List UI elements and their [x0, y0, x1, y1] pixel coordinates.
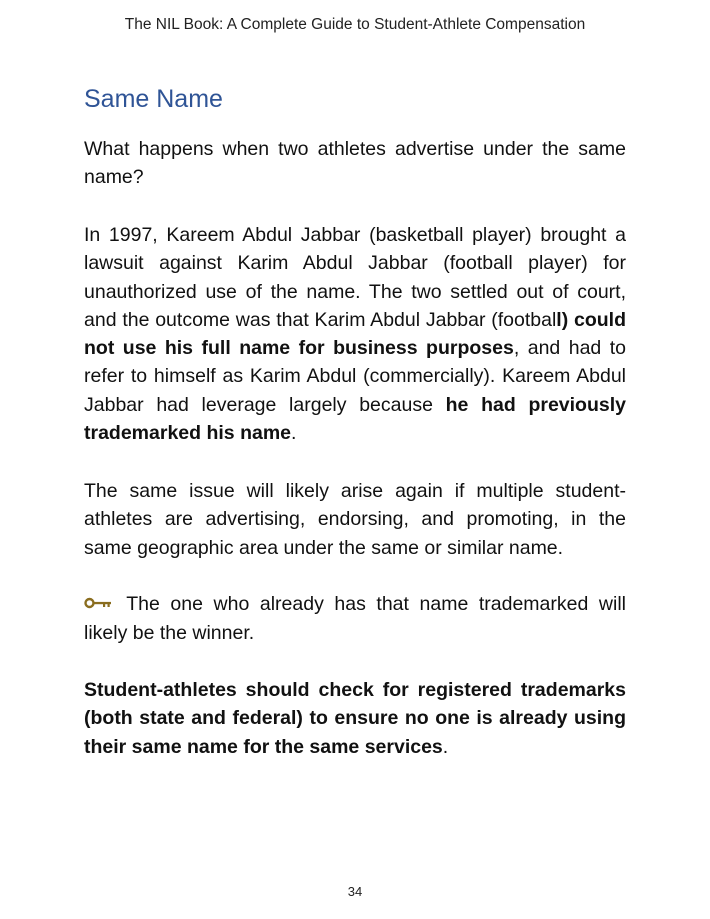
case-bold-2: he had previously trademarked his name: [84, 393, 626, 445]
advice-end: .: [442, 735, 449, 758]
paragraph-advice: [84, 676, 626, 761]
case-text-1: In 1997, Kareem Abdul Jabbar (basketball player) brought a lawsuit against Karim Abdul Jabbar (football player) for unauthorized use of the name. The two settled out of court, and the outcome was that Karim Abdul Jabbar (footbal: [84, 224, 626, 331]
advice-bold-text: Student-athletes should check for registered trademarks (both state and federal) to ensure no one is already using their same name for the same services: [84, 679, 626, 758]
case-bold-1: l) could not use his full name for business purposes: [84, 308, 626, 360]
case-text-3: .: [291, 422, 297, 445]
paragraph-case: [84, 221, 626, 447]
paragraph-key-point: [84, 590, 626, 647]
paragraph-question: What happens when two athletes advertise under the same name?: [84, 138, 626, 189]
running-header: The NIL Book: A Complete Guide to Student-Athlete Compensation: [124, 16, 586, 33]
paragraph-issue: The same issue will likely arise again if multiple student-athletes are advertising, endorsing, and promoting, in the same geographic area under the same or similar name.: [84, 480, 626, 559]
case-text-2: , and had to refer to himself as Karim Abdul (commercially). Kareem Abdul Jabbar had leverage largely because: [84, 337, 626, 416]
key-icon: [84, 589, 112, 617]
section-heading: Same Name: [84, 85, 223, 113]
page-number: 34: [347, 884, 363, 899]
key-point-text: The one who already has that name trademarked will likely be the winner.: [84, 593, 626, 644]
